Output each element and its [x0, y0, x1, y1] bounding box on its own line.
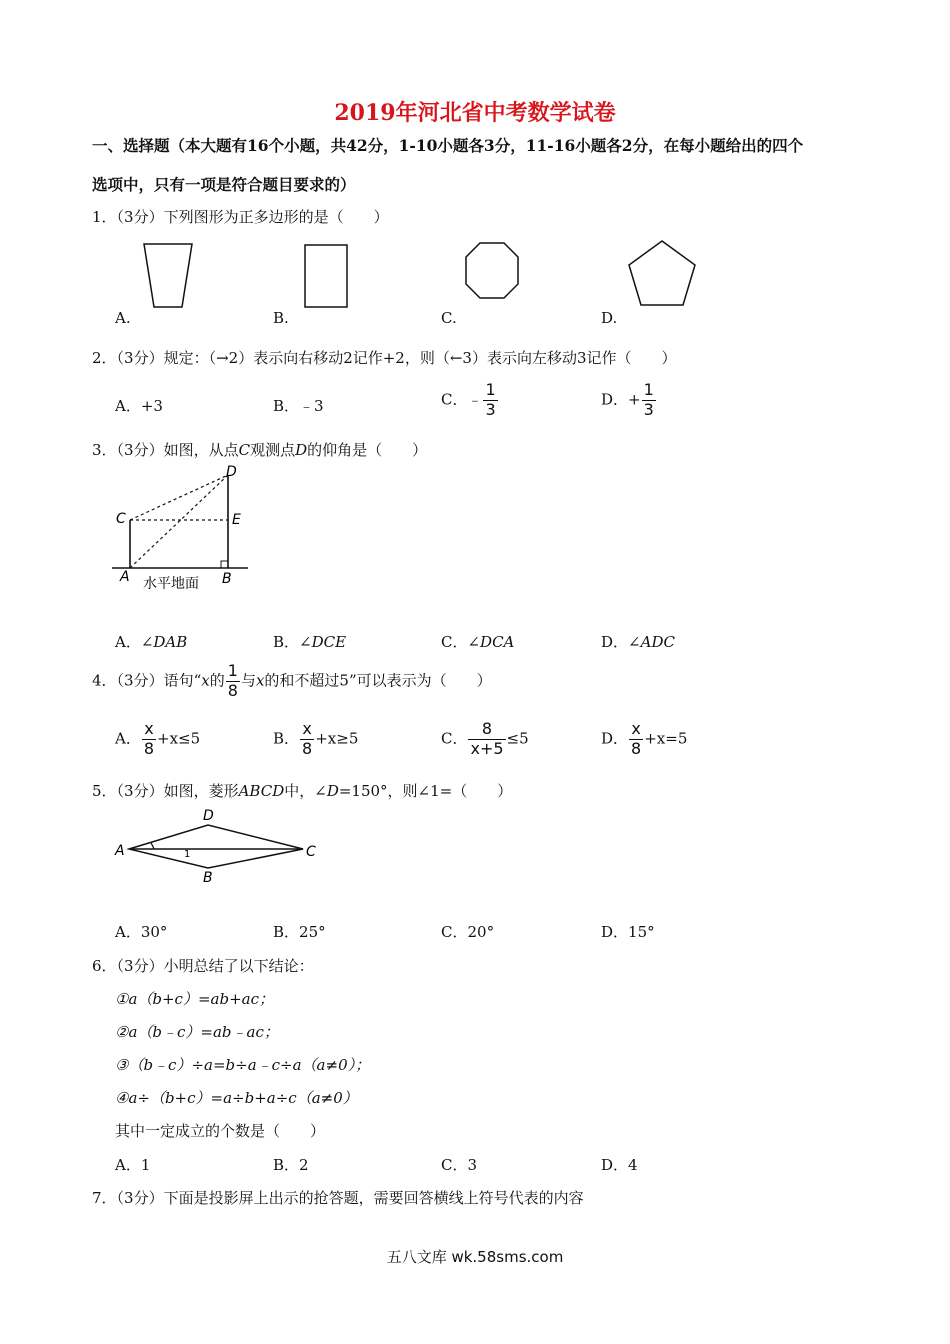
- octagon-shape: [466, 243, 518, 298]
- q6-statement-1: ①a（b+c）=ab+ac；: [115, 990, 274, 1008]
- fraction: $\frac{1}{8}$: [227, 661, 238, 700]
- q6-option-c: C．3: [441, 1156, 478, 1174]
- exam-title: 2019年河北省中考数学试卷: [334, 100, 616, 126]
- q6-statement-4: ④a÷（b+c）=a÷b+a÷c（a≠0）: [115, 1089, 358, 1107]
- q6-statement-3: ③（b﹣c）÷a=b÷a﹣c÷a（a≠0）；: [115, 1056, 371, 1074]
- q2-option-a: A．+3: [115, 397, 163, 415]
- question-4-stem: 4．（3分）语句“x的 $\frac{1}{8}$ 与x的和不超过5”可以表示为（ ）: [92, 661, 492, 700]
- q6-option-b: B．2: [273, 1156, 309, 1174]
- label-b: B: [203, 870, 213, 886]
- label-a: A: [115, 843, 125, 859]
- q3-option-d: D．∠ADC: [601, 633, 675, 651]
- q1-option-b: B.: [273, 309, 289, 327]
- q4-option-b: B． $\frac{x}{8}$ +x≥5: [273, 719, 359, 758]
- q6-statement-2: ②a（b﹣c）=ab﹣ac；: [115, 1023, 279, 1041]
- label-c: C: [306, 844, 316, 860]
- q4-option-a: A． $\frac{x}{8}$ +x≤5: [115, 719, 201, 758]
- pentagon-shape: [629, 241, 695, 305]
- q6-ask: 其中一定成立的个数是（ ）: [115, 1122, 326, 1140]
- q2-option-b: B．﹣3: [273, 397, 324, 415]
- question-5-stem: 5．（3分）如图，菱形ABCD中，∠D=150°，则∠1=（ ）: [92, 782, 513, 800]
- q2-option-c: C．﹣ $\frac{1}{3}$: [441, 380, 496, 419]
- q2-option-d: D．+ $\frac{1}{3}$: [601, 380, 654, 419]
- question-2-stem: 2．（3分）规定：（→2）表示向右移动2记作+2，则（←3）表示向左移动3记作（ ）: [92, 349, 677, 367]
- footer-watermark: 五八文库 wk.58sms.com: [386, 1248, 564, 1266]
- fraction: $\frac{x}{8}$: [143, 719, 155, 758]
- ground-label: 水平地面: [143, 576, 199, 592]
- question-3-stem: 3．（3分）如图，从点C观测点D的仰角是（ ）: [92, 441, 428, 459]
- q6-option-d: D．4: [601, 1156, 638, 1174]
- q1-option-d: D.: [601, 309, 618, 327]
- question-1-stem: 1．（3分）下列图形为正多边形的是（ ）: [92, 208, 389, 226]
- fraction: $\frac{1}{3}$: [485, 380, 496, 419]
- label-d: D: [203, 808, 214, 824]
- q5-option-b: B．25°: [273, 923, 326, 941]
- fraction: $\frac{x}{8}$: [302, 719, 313, 758]
- section-heading-line2: 选项中，只有一项是符合题目要求的）: [92, 175, 356, 194]
- fraction: $\frac{x}{8}$: [631, 719, 642, 758]
- label-c: C: [116, 511, 126, 527]
- q1-option-a: A.: [115, 309, 131, 327]
- label-d: D: [226, 464, 237, 480]
- fraction: $\frac{1}{3}$: [643, 380, 654, 419]
- fraction: $\frac{8}{x+5}$: [470, 719, 504, 758]
- q6-option-a: A．1: [115, 1156, 151, 1174]
- label-a: A: [120, 569, 130, 585]
- question-5-figure: [108, 804, 323, 886]
- question-7-stem: 7．（3分）下面是投影屏上出示的抢答题，需要回答横线上符号代表的内容: [92, 1189, 584, 1207]
- q4-option-c: C． $\frac{8}{x+5}$ ≤5: [441, 719, 529, 758]
- q5-option-c: C．20°: [441, 923, 495, 941]
- question-1-figures: [130, 238, 730, 313]
- label-e: E: [232, 512, 241, 528]
- label-1: 1: [184, 849, 191, 860]
- question-3-figure: [108, 462, 253, 597]
- rectangle-shape: [305, 245, 347, 307]
- question-6-stem: 6．（3分）小明总结了以下结论：: [92, 957, 314, 975]
- label-b: B: [222, 571, 232, 587]
- q4-option-d: D． $\frac{x}{8}$ +x=5: [601, 719, 688, 758]
- trapezoid-shape: [144, 244, 192, 307]
- q3-option-a: A．∠DAB: [115, 633, 188, 651]
- q5-option-d: D．15°: [601, 923, 655, 941]
- section-heading-line1: 一、选择题（本大题有16个小题，共42分，1-10小题各3分，11-16小题各2分，在每小题给出的四个: [92, 136, 804, 155]
- q5-option-a: A．30°: [115, 923, 168, 941]
- q3-option-c: C．∠DCA: [441, 633, 515, 651]
- q1-option-c: C.: [441, 309, 457, 327]
- q3-option-b: B．∠DCE: [273, 633, 347, 651]
